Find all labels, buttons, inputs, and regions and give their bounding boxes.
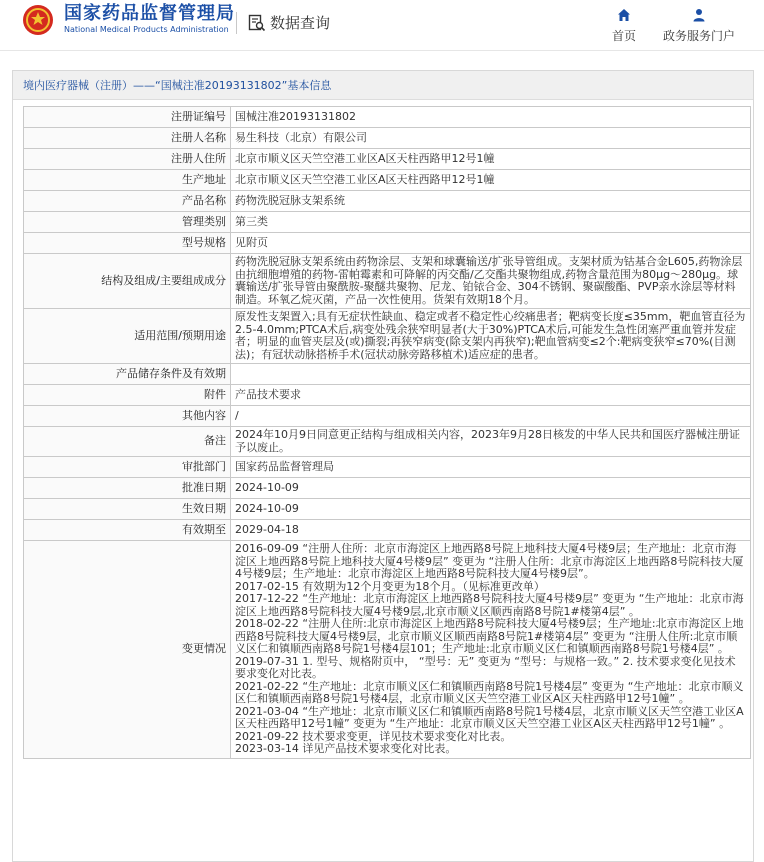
site-logo[interactable] <box>22 4 235 36</box>
field-label: 生效日期 <box>24 499 231 520</box>
nav-service-portal-label: 政务服务门户 <box>663 29 736 43</box>
change-entry: 2017-12-22 “生产地址：北京市海淀区上地西路8号院科技大厦4号楼9层” 变更为 “生产地址：北京市海淀区上地西路8号院科技大厦4号楼9层,北京市顺义区顺西南路8号院1#楼第4层” 。 <box>235 592 744 618</box>
field-label: 型号规格 <box>24 233 231 254</box>
field-value: 第三类 <box>231 212 751 233</box>
registration-info-table <box>23 106 751 759</box>
table-row <box>24 191 751 212</box>
field-value: 北京市顺义区天竺空港工业区A区天柱西路甲12号1幢 <box>231 149 751 170</box>
nav-service-portal[interactable] <box>663 8 735 44</box>
field-value: 产品技术要求 <box>231 385 751 406</box>
field-label: 变更情况 <box>24 541 231 759</box>
national-emblem-icon <box>22 4 54 36</box>
site-header <box>0 0 764 51</box>
table-row <box>24 233 751 254</box>
user-icon <box>692 8 706 22</box>
field-label: 批准日期 <box>24 478 231 499</box>
field-value: 原发性支架置入;具有无症状性缺血、稳定或者不稳定性心绞痛患者；靶病变长度≤35mm，靶血管直径为2.5-4.0mm;PTCA术后,病变处残余狭窄明显者(大于30%)PTCA术后,可能发生急性闭塞严重血管并发症者；明显的血管夹层及(或)撕裂;再狭窄病变(除支架内再狭窄);靶血管病变≤2个:靶病变狭窄≤70%(目测法)；有冠状动脉搭桥手术(冠状动脉旁路移植术)适应症的患者。 <box>231 309 751 364</box>
field-label: 备注 <box>24 427 231 457</box>
change-history <box>231 541 751 759</box>
table-row <box>24 520 751 541</box>
table-row <box>24 499 751 520</box>
table-row <box>24 406 751 427</box>
field-label: 审批部门 <box>24 457 231 478</box>
change-entry: 2023-03-14 详见产品技术要求变化对比表。 <box>235 742 457 755</box>
field-value: 药物洗脱冠脉支架系统 <box>231 191 751 212</box>
table-row <box>24 170 751 191</box>
change-entry: 2019-07-31 1. 型号、规格附页中， “型号：无” 变更为 “型号：与规格一致。” 2. 技术要求变化见技术要求变化对比表。 <box>235 654 736 680</box>
nav-home-label: 首页 <box>612 29 637 43</box>
field-value: 易生科技（北京）有限公司 <box>231 128 751 149</box>
field-value: 见附页 <box>231 233 751 254</box>
logo-title-cn: 国家药品监督管理局 <box>64 3 235 24</box>
header-divider <box>236 12 237 34</box>
breadcrumb-text: 境内医疗器械（注册）——“国械注准20193131802”基本信息 <box>23 79 332 92</box>
field-label: 附件 <box>24 385 231 406</box>
field-label: 注册证编号 <box>24 107 231 128</box>
table-row <box>24 149 751 170</box>
table-row <box>24 309 751 364</box>
logo-title-en: National Medical Products Administration <box>64 25 229 34</box>
change-entry: 2016-09-09 “注册人住所：北京市海淀区上地西路8号院上地科技大厦4号楼9层；生产地址：北京市海淀区上地西路8号院上地科技大厦4号楼9层” 变更为 “注册人住所：北京市海淀区上地西路8号院科技大厦4号楼9层；生产地址：北京市海淀区上地西路8号院科技大厦4号楼9层”。 <box>235 542 744 580</box>
field-label: 生产地址 <box>24 170 231 191</box>
table-row <box>24 478 751 499</box>
table-row <box>24 128 751 149</box>
table-row <box>24 254 751 309</box>
change-entry: 2021-02-22 “生产地址：北京市顺义区仁和镇顺西南路8号院1号楼4层” 变更为 “生产地址：北京市顺义区仁和镇顺西南路8号院1号楼4层，北京市顺义区天竺空港工业区A区天柱西路甲12号1幢” 。 <box>235 679 744 705</box>
field-label: 适用范围/预期用途 <box>24 309 231 364</box>
table-row <box>24 212 751 233</box>
change-entry: 2017-02-15 有效期为12个月变更为18个月。（见标准更改单） <box>235 579 545 593</box>
table-row <box>24 457 751 478</box>
field-label: 注册人住所 <box>24 149 231 170</box>
change-entry: 2021-03-04 “生产地址：北京市顺义区仁和镇顺西南路8号院1号楼4层，北京市顺义区天竺空港工业区A区天柱西路甲12号1幢” 变更为 “生产地址：北京市顺义区天竺空港工业区A区天柱西路甲12号1幢” 。 <box>235 704 744 730</box>
table-row <box>24 364 751 385</box>
field-value: 2024-10-09 <box>231 499 751 520</box>
field-label: 结构及组成/主要组成成分 <box>24 254 231 309</box>
table-row <box>24 427 751 457</box>
field-value: 2024-10-09 <box>231 478 751 499</box>
change-entry: 2018-02-22 “注册人住所:北京市海淀区上地西路8号院科技大厦4号楼9层；生产地址:北京市海淀区上地西路8号院科技大厦4号楼9层，北京市顺义区顺西南路8号院1#楼第4层” 变更为 “注册人住所:北京市顺义区仁和镇顺西南路8号院1号楼4层101；生产地址:北京市顺义区仁和镇顺西南路8号院1号楼4层” 。 <box>235 617 744 655</box>
table-row <box>24 107 751 128</box>
data-query-label: 数据查询 <box>270 14 331 32</box>
field-label: 注册人名称 <box>24 128 231 149</box>
field-label: 产品储存条件及有效期 <box>24 364 231 385</box>
field-value: 国家药品监督管理局 <box>231 457 751 478</box>
data-query-link[interactable] <box>248 12 330 33</box>
field-value: 北京市顺义区天竺空港工业区A区天柱西路甲12号1幢 <box>231 170 751 191</box>
field-value <box>231 364 751 385</box>
field-value: 国械注准20193131802 <box>231 107 751 128</box>
table-row <box>24 385 751 406</box>
change-entry: 2021-09-22 技术要求变更，详见技术要求变化对比表。 <box>235 729 512 743</box>
field-value: 2029-04-18 <box>231 520 751 541</box>
home-icon <box>617 8 631 22</box>
search-document-icon <box>248 14 266 32</box>
field-label: 其他内容 <box>24 406 231 427</box>
field-label: 有效期至 <box>24 520 231 541</box>
nav-home[interactable] <box>612 8 636 44</box>
field-value: 药物洗脱冠脉支架系统由药物涂层、支架和球囊输送/扩张导管组成。支架材质为钴基合金L605,药物涂层由抗细胞增殖的药物-雷帕霉素和可降解的丙交酯/乙交酯共聚物组成,药物含量范围为80μg～280μg。球囊输送/扩张导管由聚酰胺-聚醚共聚物、尼龙、铂铱合金、304不锈钢、聚碳酸酯、PVP亲水涂层等材料制造。环氧乙烷灭菌，产品一次性使用。货架有效期18个月。 <box>231 254 751 309</box>
breadcrumb <box>13 71 753 100</box>
table-row-changes <box>24 541 751 759</box>
field-label: 管理类别 <box>24 212 231 233</box>
field-value: / <box>231 406 751 427</box>
field-value: 2024年10月9日同意更正结构与组成相关内容，2023年9月28日核发的中华人民共和国医疗器械注册证予以废止。 <box>231 427 751 457</box>
detail-panel <box>12 70 754 862</box>
field-label: 产品名称 <box>24 191 231 212</box>
